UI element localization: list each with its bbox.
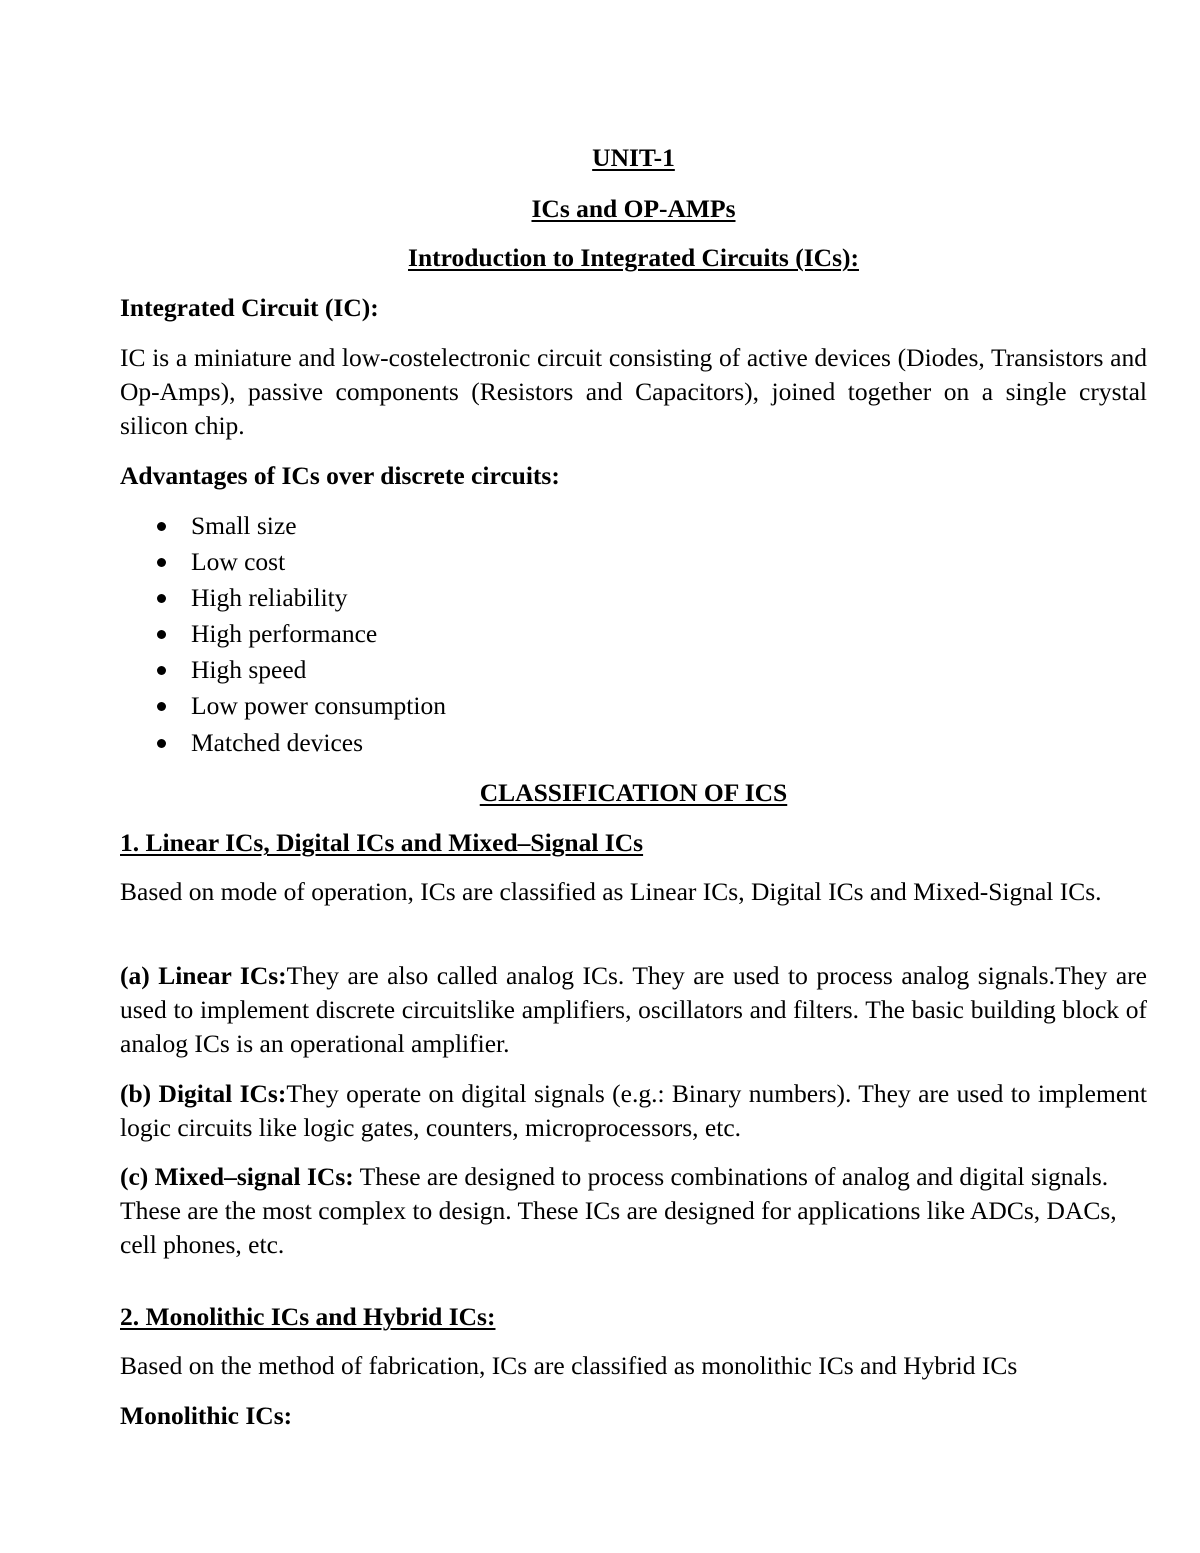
ic-definition-heading: Integrated Circuit (IC): — [120, 293, 379, 322]
intro-title: Introduction to Integrated Circuits (ICs): — [408, 243, 859, 272]
digital-ics-label: (b) Digital ICs: — [120, 1079, 287, 1108]
subject-title: ICs and OP-AMPs — [531, 194, 736, 223]
bullet-icon — [157, 630, 166, 639]
list-item: Small size — [120, 508, 1147, 544]
bullet-icon — [157, 666, 166, 675]
linear-ics-label: (a) Linear ICs: — [120, 961, 287, 990]
unit-title: UNIT-1 — [592, 143, 675, 172]
monolithic-heading: Monolithic ICs: — [120, 1401, 293, 1430]
advantages-heading: Advantages of ICs over discrete circuits: — [120, 461, 560, 490]
digital-ics-paragraph: (b) Digital ICs:They operate on digital signals (e.g.: Binary numbers). They are used to implement logic circuits like logic gates, counters, microprocessors, etc. — [120, 1079, 1147, 1142]
section1-heading: 1. Linear ICs, Digital ICs and Mixed–Signal ICs — [120, 828, 644, 857]
section1-intro: Based on mode of operation, ICs are classified as Linear ICs, Digital ICs and Mixed-Signal ICs. — [120, 877, 1102, 906]
list-item: Low cost — [120, 544, 1147, 580]
section2-intro: Based on the method of fabrication, ICs are classified as monolithic ICs and Hybrid ICs — [120, 1351, 1018, 1380]
bullet-icon — [157, 702, 166, 711]
list-item: High performance — [120, 616, 1147, 652]
advantages-list — [120, 508, 1147, 761]
bullet-icon — [157, 558, 166, 567]
bullet-icon — [157, 739, 166, 748]
bullet-icon — [157, 594, 166, 603]
list-item: High speed — [120, 652, 1147, 688]
classification-heading: CLASSIFICATION OF ICS — [479, 778, 788, 807]
section2-heading: 2. Monolithic ICs and Hybrid ICs: — [120, 1302, 496, 1331]
list-item: Low power consumption — [120, 688, 1147, 724]
ic-definition-paragraph: IC is a miniature and low-costelectronic circuit consisting of active devices (Diodes, Transistors and Op-Amps), passive components (Resistors and Capacitors), joined together on a single crystal silicon chip. — [120, 343, 1147, 440]
linear-ics-paragraph: (a) Linear ICs:They are also called analog ICs. They are used to process analog signals.They are used to implement discrete circuitslike amplifiers, oscillators and filters. The basic building block of analog ICs is an operational amplifier. — [120, 961, 1147, 1058]
mixed-ics-label: (c) Mixed–signal ICs: — [120, 1162, 354, 1191]
list-item: High reliability — [120, 580, 1147, 616]
list-item: Matched devices — [120, 725, 1147, 761]
bullet-icon — [157, 522, 166, 531]
mixed-ics-paragraph: (c) Mixed–signal ICs: These are designed to process combinations of analog and digital signals. These are the most complex to design. These ICs are designed for applications like ADCs, DACs, cell phones, etc. — [120, 1162, 1117, 1259]
